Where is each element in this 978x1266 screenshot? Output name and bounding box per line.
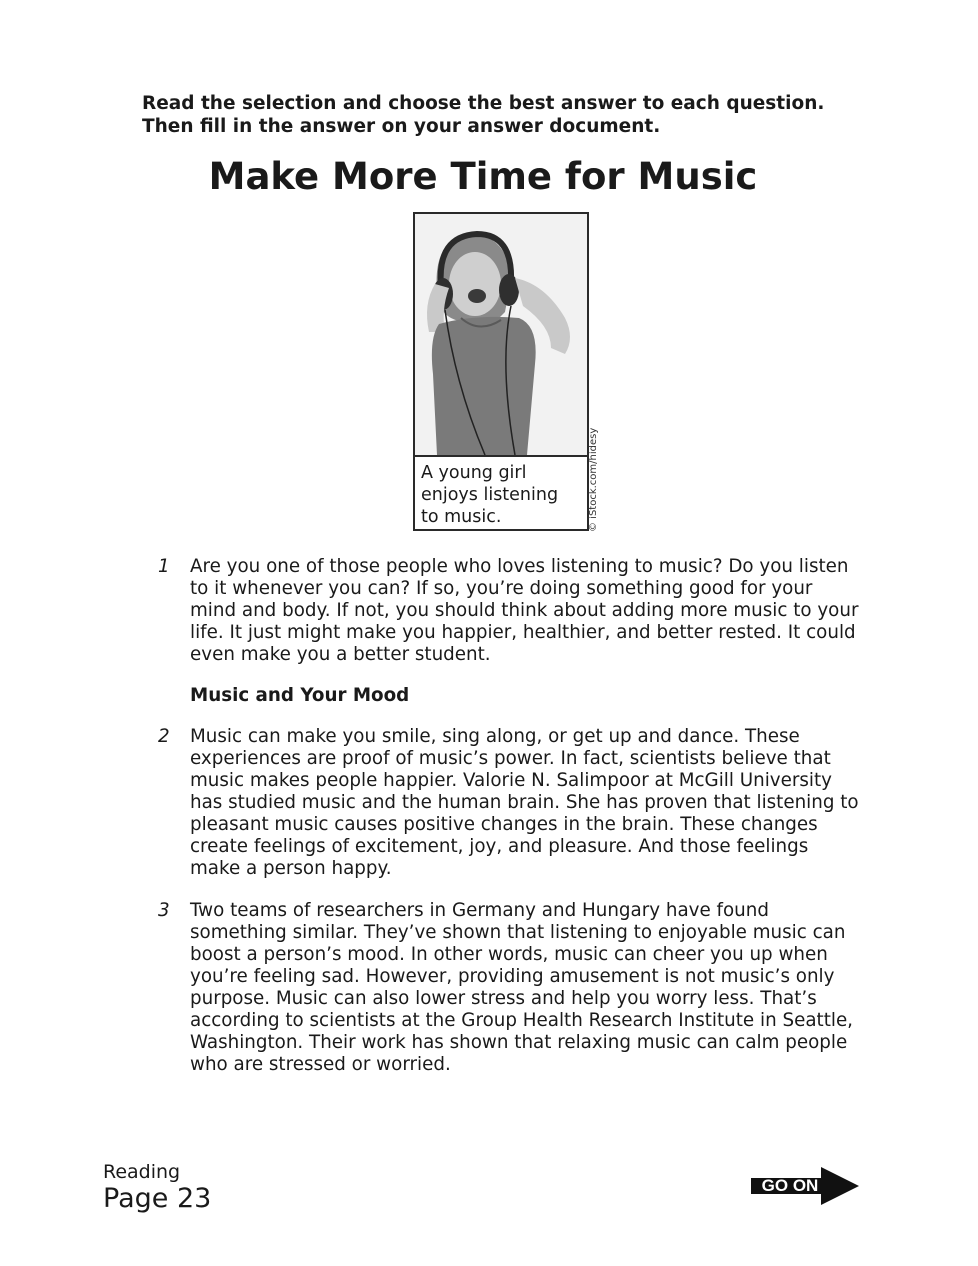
figure [413,212,589,531]
section-subheading: Music and Your Mood [190,685,410,706]
figure-caption: A young girl enjoys listening to music. [415,455,587,529]
paragraph-text: Music can make you smile, sing along, or get up and dance. These experiences are proof of music’s power. In fact, scientists believe that music makes people happier. Valorie N. Salimpoor at McGill University has studied music and the human brain. She has proven that listening to pleasant music causes positive changes in the brain. These changes create feelings of excitement, joy, and pleasure. And those feelings make a person happy. [190,726,859,879]
go-on-label: GO ON [761,1176,819,1195]
footer-section-label: Reading [103,1161,181,1183]
page-title: Make More Time for Music [208,155,758,198]
go-on-indicator [751,1167,859,1205]
paragraph-number: 3 [158,900,170,921]
instructions: Read the selection and choose the best answer to each question. Then fill in the answer on your answer document. [142,93,825,137]
paragraph-text: Are you one of those people who loves listening to music? Do you listen to it whenever you can? If so, you’re doing something good for your mind and body. If not, you should think about adding more music to your life. It just might make you happier, healthier, and better rested. It could even make you a better student. [190,556,859,665]
paragraph-number: 1 [158,556,170,577]
paragraph-text: Two teams of researchers in Germany and Hungary have found something similar. They’ve shown that listening to enjoyable music can boost a person’s mood. In other words, music can cheer you up when you’re feeling sad. However, providing amusement is not music’s only purpose. Music can also lower stress and help you worry less. That’s according to scientists at the Group Health Research Institute in Seattle, Washington. Their work has shown that relaxing music can calm people who are stressed or worried. [190,900,853,1075]
girl-with-headphones-photo [415,214,587,455]
photo-credit: © iStock.com/hidesy [588,427,599,532]
paragraph-number: 2 [158,726,170,747]
page-number: Page 23 [103,1183,212,1214]
